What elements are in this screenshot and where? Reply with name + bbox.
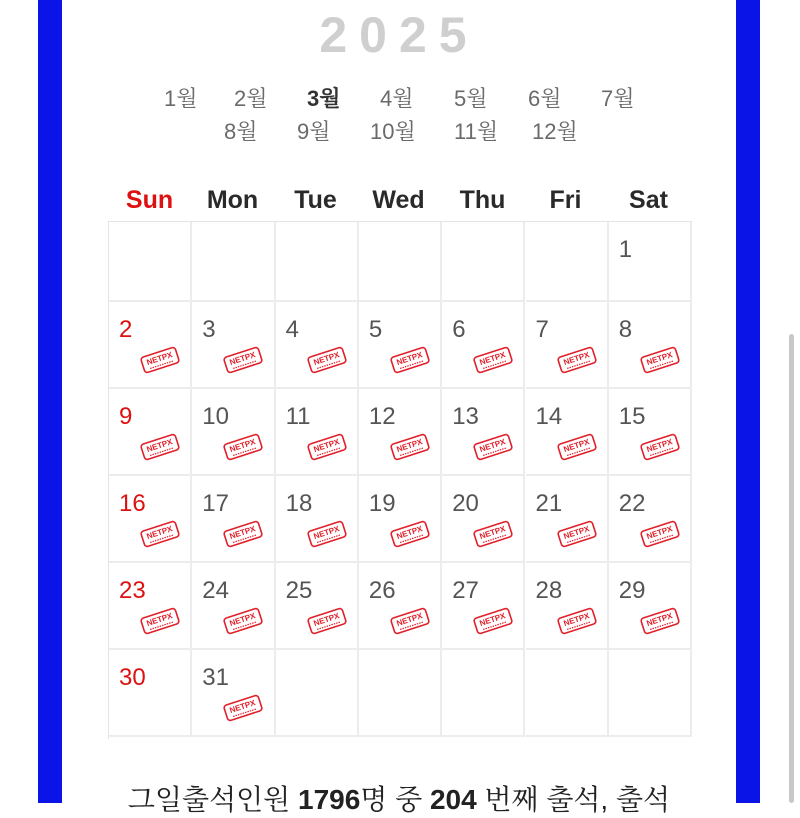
month-tab-8[interactable]: 8월: [224, 119, 258, 144]
weekday-wed: Wed: [372, 186, 425, 214]
day-number: 10: [202, 403, 229, 430]
month-tab-7[interactable]: 7월: [601, 86, 635, 111]
svg-text:NETPX: NETPX: [478, 350, 507, 367]
attendance-stamp-icon: [472, 433, 514, 461]
calendar-day[interactable]: [192, 302, 275, 389]
svg-text:NETPX: NETPX: [312, 350, 341, 367]
attendance-stamp-icon: [556, 433, 598, 461]
calendar-day[interactable]: [526, 302, 609, 389]
calendar-day[interactable]: [609, 389, 692, 476]
attendance-stamp-icon: [639, 520, 681, 548]
day-number: 31: [202, 664, 229, 691]
calendar-day[interactable]: [442, 389, 525, 476]
calendar-grid: [108, 221, 692, 739]
attendance-stamp-icon: [222, 607, 264, 635]
calendar-day[interactable]: [109, 650, 192, 737]
calendar-day[interactable]: [276, 389, 359, 476]
calendar-day[interactable]: [276, 476, 359, 563]
calendar-day[interactable]: [192, 389, 275, 476]
footer-middle: 명 중: [360, 784, 430, 815]
calendar-empty-cell: [359, 650, 442, 737]
day-number: 22: [618, 490, 646, 517]
month-tab-3[interactable]: 3월: [307, 86, 341, 111]
weekday-sun: Sun: [125, 186, 174, 214]
day-number: 8: [618, 316, 633, 343]
footer-prefix: 그일출석인원: [127, 784, 298, 815]
calendar-day[interactable]: [109, 476, 192, 563]
calendar-day[interactable]: [442, 563, 525, 650]
calendar-day[interactable]: [109, 389, 192, 476]
svg-text:NETPX: NETPX: [561, 350, 591, 367]
attendance-stamp-icon: [306, 433, 348, 461]
calendar-day[interactable]: [609, 222, 692, 302]
year-title: 2025: [319, 7, 479, 63]
attendance-stamp-icon: [222, 346, 264, 374]
attendance-stamp-icon: [472, 607, 514, 635]
svg-text:NETPX: NETPX: [645, 437, 674, 454]
svg-text:NETPX: NETPX: [395, 524, 424, 541]
day-number: 19: [368, 490, 396, 517]
attendance-stamp-icon: [389, 346, 431, 374]
svg-text:NETPX: NETPX: [312, 611, 341, 628]
day-number: 2: [119, 316, 133, 343]
day-number: 5: [368, 316, 383, 343]
left-frame-border: [38, 0, 62, 803]
day-number: 18: [285, 490, 313, 517]
day-number: 14: [535, 403, 563, 430]
calendar-day[interactable]: [609, 476, 692, 563]
calendar-empty-cell: [609, 650, 692, 737]
day-number: 30: [119, 664, 146, 691]
svg-text:NETPX: NETPX: [145, 437, 174, 454]
calendar-empty-cell: [442, 650, 525, 737]
svg-text:NETPX: NETPX: [312, 437, 341, 454]
svg-text:NETPX: NETPX: [395, 437, 424, 454]
calendar-day[interactable]: [276, 563, 359, 650]
svg-text:NETPX: NETPX: [645, 611, 674, 628]
day-number: 25: [285, 577, 313, 604]
day-number: 9: [119, 403, 133, 430]
weekday-mon: Mon: [206, 186, 259, 214]
calendar-day[interactable]: [192, 563, 275, 650]
day-number: 6: [452, 316, 466, 343]
attendance-stamp-icon: [306, 520, 348, 548]
svg-text:NETPX: NETPX: [145, 524, 174, 541]
right-frame-border: [736, 0, 760, 803]
attendance-stamp-icon: [222, 694, 264, 722]
calendar-day[interactable]: [359, 302, 442, 389]
svg-text:NETPX: NETPX: [561, 611, 591, 628]
svg-text:NETPX: NETPX: [228, 524, 257, 541]
footer-suffix: 번째 출석, 출석: [476, 784, 671, 815]
weekday-fri: Fri: [549, 186, 582, 214]
calendar-empty-cell: [442, 222, 525, 302]
svg-text:NETPX: NETPX: [228, 437, 257, 454]
calendar-empty-cell: [359, 222, 442, 302]
calendar-day[interactable]: [442, 302, 525, 389]
attendance-stamp-icon: [389, 433, 431, 461]
day-number: 23: [119, 577, 146, 604]
attendance-stamp-icon: [389, 520, 431, 548]
weekday-thu: Thu: [459, 186, 506, 214]
svg-text:NETPX: NETPX: [228, 350, 257, 367]
day-number: 11: [285, 403, 311, 430]
calendar-day[interactable]: [192, 650, 275, 737]
svg-text:NETPX: NETPX: [645, 524, 674, 541]
attendance-stamp-icon: [556, 607, 598, 635]
attendance-count: 1796: [298, 784, 361, 815]
calendar-day[interactable]: [609, 563, 692, 650]
calendar-day[interactable]: [526, 563, 609, 650]
day-number: 29: [618, 577, 646, 604]
attendance-stamp-icon: [639, 433, 681, 461]
day-number: 24: [202, 577, 229, 604]
scrollbar-thumb[interactable]: [789, 334, 794, 803]
day-number: 27: [452, 577, 479, 604]
weekday-tue: Tue: [294, 186, 337, 214]
svg-text:NETPX: NETPX: [478, 524, 507, 541]
calendar-day[interactable]: [359, 389, 442, 476]
svg-text:NETPX: NETPX: [645, 350, 674, 367]
attendance-stamp-icon: [472, 346, 514, 374]
day-number: 28: [535, 577, 563, 604]
day-number: 26: [368, 577, 396, 604]
svg-text:NETPX: NETPX: [478, 437, 507, 454]
svg-text:NETPX: NETPX: [561, 437, 591, 454]
month-tab-5[interactable]: 5월: [454, 86, 488, 111]
attendance-summary: [62, 778, 736, 818]
attendance-rank: 204: [429, 784, 477, 815]
day-number: 20: [452, 490, 479, 517]
attendance-stamp-icon: [139, 607, 181, 635]
calendar-day[interactable]: [192, 476, 275, 563]
weekday-sat: Sat: [629, 186, 668, 214]
calendar-day[interactable]: [276, 302, 359, 389]
calendar-empty-cell: [526, 650, 609, 737]
svg-text:NETPX: NETPX: [228, 698, 257, 715]
attendance-stamp-icon: [222, 433, 264, 461]
svg-text:NETPX: NETPX: [395, 350, 424, 367]
calendar-day[interactable]: [359, 476, 442, 563]
day-number: 7: [535, 316, 549, 343]
month-tab-11[interactable]: 11월: [454, 119, 499, 144]
calendar-day[interactable]: [526, 389, 609, 476]
attendance-stamp-icon: [556, 520, 598, 548]
day-number: 3: [202, 316, 216, 343]
attendance-stamp-icon: [306, 346, 348, 374]
calendar-empty-cell: [192, 222, 275, 302]
calendar-empty-cell: [276, 650, 359, 737]
calendar-day[interactable]: [609, 302, 692, 389]
calendar-day[interactable]: [109, 302, 192, 389]
svg-text:NETPX: NETPX: [312, 524, 341, 541]
svg-text:NETPX: NETPX: [228, 611, 257, 628]
day-number: 15: [618, 403, 646, 430]
month-tab-10[interactable]: 10월: [370, 119, 416, 144]
day-number: 21: [535, 490, 563, 517]
attendance-stamp-icon: [389, 607, 431, 635]
svg-text:NETPX: NETPX: [395, 611, 424, 628]
calendar-empty-cell: [526, 222, 609, 302]
day-number: 16: [119, 490, 146, 517]
svg-text:NETPX: NETPX: [478, 611, 507, 628]
calendar-empty-cell: [109, 222, 192, 302]
month-tab-9[interactable]: 9월: [297, 119, 331, 144]
calendar-day[interactable]: [359, 563, 442, 650]
attendance-stamp-icon: [472, 520, 514, 548]
attendance-stamp-icon: [139, 346, 181, 374]
day-number: 12: [368, 403, 396, 430]
day-number: 4: [285, 316, 299, 343]
calendar-day[interactable]: [109, 563, 192, 650]
svg-text:NETPX: NETPX: [145, 611, 174, 628]
attendance-stamp-icon: [222, 520, 264, 548]
month-tab-6[interactable]: 6월: [528, 86, 562, 111]
svg-text:NETPX: NETPX: [561, 524, 591, 541]
month-tab-12[interactable]: 12월: [532, 119, 578, 144]
attendance-stamp-icon: [639, 346, 681, 374]
calendar-day[interactable]: [526, 476, 609, 563]
day-number: 1: [618, 236, 633, 263]
attendance-stamp-icon: [639, 607, 681, 635]
month-tab-1[interactable]: 1월: [164, 86, 198, 111]
day-number: 13: [452, 403, 479, 430]
attendance-stamp-icon: [556, 346, 598, 374]
svg-text:NETPX: NETPX: [145, 350, 174, 367]
month-tab-2[interactable]: 2월: [234, 86, 268, 111]
attendance-stamp-icon: [306, 607, 348, 635]
calendar-empty-cell: [276, 222, 359, 302]
calendar-day[interactable]: [442, 476, 525, 563]
attendance-stamp-icon: [139, 520, 181, 548]
attendance-stamp-icon: [139, 433, 181, 461]
day-number: 17: [202, 490, 229, 517]
month-tab-4[interactable]: 4월: [380, 86, 414, 111]
